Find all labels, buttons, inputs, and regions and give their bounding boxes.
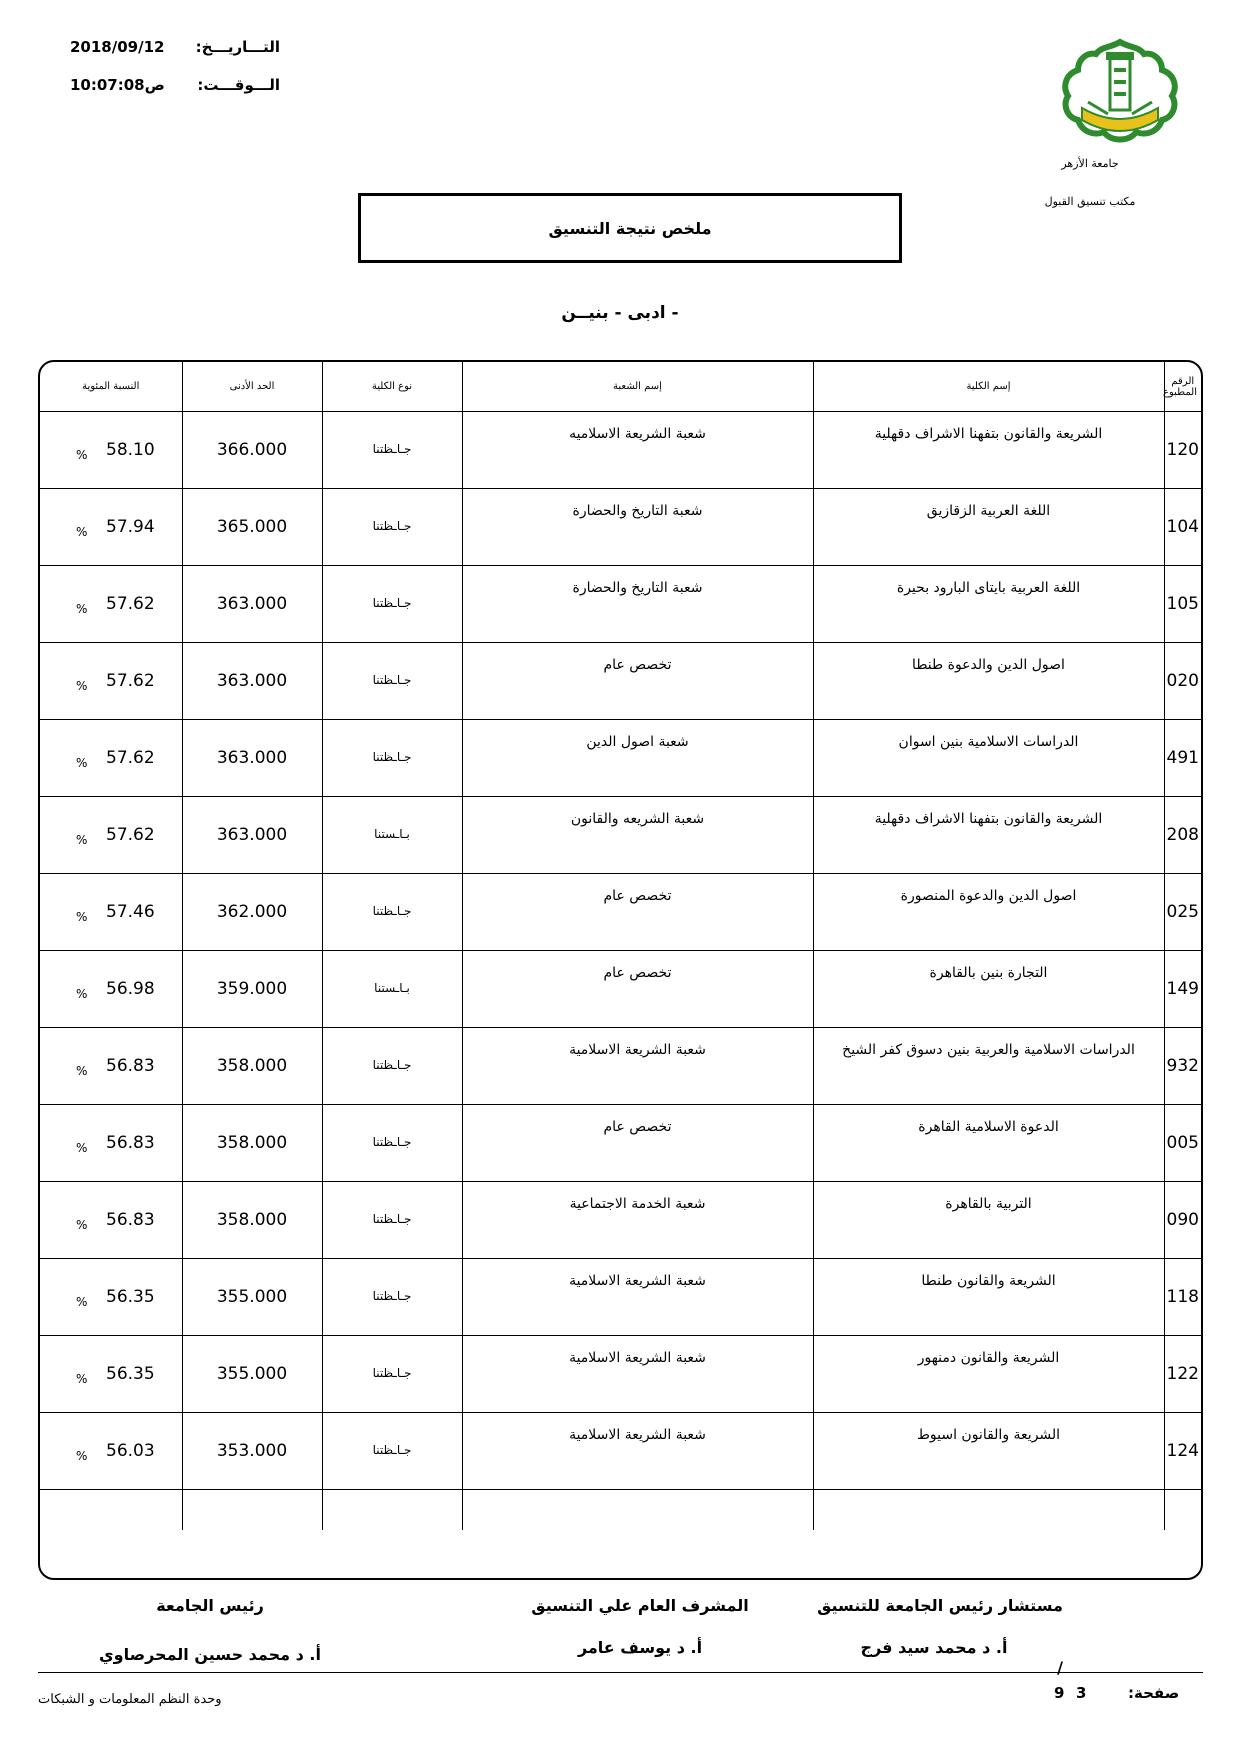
- footer-divider: [38, 1672, 1203, 1673]
- percent-value: 57.62: [106, 748, 155, 768]
- cell-min: [182, 643, 322, 720]
- report-title: [358, 193, 902, 263]
- min-score: 363.000: [216, 748, 288, 768]
- date-label: التـــاريـــخ:: [195, 38, 280, 56]
- cell-min: [182, 566, 322, 643]
- percent-symbol: %: [76, 1064, 88, 1078]
- header-division: إسم الشعبة: [462, 362, 813, 412]
- percent-symbol: %: [76, 448, 88, 462]
- cell-division: [462, 412, 813, 489]
- cell-percent: [40, 1182, 182, 1259]
- footer-unit: وحدة النظم المعلومات و الشبكات: [38, 1692, 222, 1707]
- signature-right-name: أ. د محمد سيد فرج: [860, 1638, 1008, 1657]
- division-name: شعبة الشريعة الاسلامية: [569, 1350, 706, 1366]
- table-row: [40, 412, 1201, 489]
- signature-right-mark: /: [1057, 1658, 1063, 1677]
- min-score: 355.000: [216, 1364, 288, 1384]
- signature-center-name: أ. د يوسف عامر: [577, 1638, 703, 1657]
- min-score: 358.000: [216, 1210, 288, 1230]
- cell-type: [322, 797, 462, 874]
- division-name: شعبة الشريعة الاسلاميه: [569, 426, 706, 442]
- signature-left-name: أ. د محمد حسين المحرصاوي: [99, 1645, 321, 1664]
- college-type: جـاـظتنا: [372, 1366, 412, 1380]
- cell-min: [182, 951, 322, 1028]
- percent-value: 56.98: [106, 979, 155, 999]
- cell-division: [462, 1028, 813, 1105]
- table-row: [40, 1259, 1201, 1336]
- filler-cell: [322, 1490, 462, 1530]
- code-value: 118: [1166, 1287, 1199, 1307]
- percent-value: 56.03: [106, 1441, 155, 1461]
- header-college: إسم الكلية: [813, 362, 1164, 412]
- percent-symbol: %: [76, 525, 88, 539]
- cell-division: [462, 566, 813, 643]
- cell-division: [462, 1336, 813, 1413]
- percent-value: 57.62: [106, 594, 155, 614]
- cell-code: [1164, 874, 1201, 951]
- percent-value: 56.83: [106, 1056, 155, 1076]
- college-type: جـاـظتنا: [372, 1443, 412, 1457]
- cell-division: [462, 1259, 813, 1336]
- cell-percent: [40, 1259, 182, 1336]
- header-code: الرقم المطبوع: [1164, 362, 1201, 412]
- cell-code: [1164, 1413, 1201, 1490]
- college-name: الدراسات الاسلامية بنين اسوان: [898, 734, 1079, 750]
- percent-symbol: %: [76, 679, 88, 693]
- cell-college: [813, 797, 1164, 874]
- cell-type: [322, 1413, 462, 1490]
- cell-type: [322, 412, 462, 489]
- table-filler-row: [40, 1490, 1201, 1530]
- cell-code: [1164, 1105, 1201, 1182]
- college-type: جـاـظتنا: [372, 750, 412, 764]
- cell-division: [462, 643, 813, 720]
- cell-type: [322, 1105, 462, 1182]
- table-row: [40, 874, 1201, 951]
- table-row: [40, 1336, 1201, 1413]
- cell-division: [462, 720, 813, 797]
- cell-code: [1164, 797, 1201, 874]
- table-row: [40, 566, 1201, 643]
- cell-min: [182, 874, 322, 951]
- date-row: [70, 38, 280, 62]
- division-name: شعبة الشريعة الاسلامية: [569, 1273, 706, 1289]
- signature-left-title: رئيس الجامعة: [156, 1596, 264, 1615]
- percent-symbol: %: [76, 1218, 88, 1232]
- cell-college: [813, 720, 1164, 797]
- min-score: 363.000: [216, 671, 288, 691]
- min-score: 353.000: [216, 1441, 288, 1461]
- table-row: [40, 1028, 1201, 1105]
- header-min: الحد الأدنى: [182, 362, 322, 412]
- percent-symbol: %: [76, 1449, 88, 1463]
- college-name: الشريعة والقانون اسيوط: [916, 1427, 1061, 1443]
- college-name: الشريعة والقانون بتفهنا الاشراف دقهلية: [874, 426, 1103, 442]
- college-type: جـاـظتنا: [372, 1212, 412, 1226]
- org-office: مكتب تنسيق القبول: [1044, 195, 1136, 208]
- cell-code: [1164, 951, 1201, 1028]
- min-score: 363.000: [216, 594, 288, 614]
- code-value: 104: [1166, 517, 1199, 537]
- cell-percent: [40, 566, 182, 643]
- header-percent: النسبة المئوية: [40, 362, 182, 412]
- cell-min: [182, 720, 322, 797]
- cell-code: [1164, 1259, 1201, 1336]
- percent-symbol: %: [76, 987, 88, 1001]
- cell-division: [462, 1105, 813, 1182]
- code-value: 932: [1166, 1056, 1199, 1076]
- division-name: شعبة الشريعة الاسلامية: [569, 1042, 706, 1058]
- college-name: الدعوة الاسلامية القاهرة: [918, 1119, 1059, 1135]
- college-name: الشريعة والقانون بتفهنا الاشراف دقهلية: [874, 811, 1103, 827]
- cell-percent: [40, 489, 182, 566]
- division-name: تخصص عام: [603, 965, 672, 981]
- percent-value: 57.46: [106, 902, 155, 922]
- cell-percent: [40, 951, 182, 1028]
- min-score: 363.000: [216, 825, 288, 845]
- cell-code: [1164, 720, 1201, 797]
- table-row: [40, 797, 1201, 874]
- cell-code: [1164, 1182, 1201, 1259]
- table-row: [40, 643, 1201, 720]
- min-score: 358.000: [216, 1133, 288, 1153]
- cell-type: [322, 720, 462, 797]
- cell-college: [813, 1028, 1164, 1105]
- cell-college: [813, 489, 1164, 566]
- cell-college: [813, 1105, 1164, 1182]
- signature-center-title: المشرف العام علي التنسيق: [531, 1596, 749, 1615]
- college-type: جـاـظتنا: [372, 1289, 412, 1303]
- cell-type: [322, 951, 462, 1028]
- college-name: الشريعة والقانون طنطا: [921, 1273, 1056, 1289]
- time-label: الـــوقـــت:: [197, 76, 280, 94]
- college-name: التجارة بنين بالقاهرة: [929, 965, 1048, 981]
- cell-percent: [40, 412, 182, 489]
- cell-type: [322, 643, 462, 720]
- cell-min: [182, 412, 322, 489]
- page-number: 3: [1076, 1684, 1087, 1702]
- table-row: [40, 951, 1201, 1028]
- cell-college: [813, 412, 1164, 489]
- table-header-row: [40, 362, 1201, 412]
- cell-code: [1164, 566, 1201, 643]
- cell-code: [1164, 489, 1201, 566]
- college-name: الشريعة والقانون دمنهور: [917, 1350, 1060, 1366]
- cell-college: [813, 566, 1164, 643]
- cell-min: [182, 489, 322, 566]
- cell-min: [182, 797, 322, 874]
- cell-percent: [40, 1028, 182, 1105]
- college-type: جـاـظتنا: [372, 596, 412, 610]
- cell-min: [182, 1259, 322, 1336]
- cell-percent: [40, 643, 182, 720]
- college-type: جـاـظتنا: [372, 904, 412, 918]
- percent-value: 57.94: [106, 517, 155, 537]
- cell-type: [322, 874, 462, 951]
- cell-min: [182, 1182, 322, 1259]
- page-label: صفحة:: [1128, 1684, 1180, 1702]
- cell-code: [1164, 643, 1201, 720]
- min-score: 365.000: [216, 517, 288, 537]
- percent-symbol: %: [76, 756, 88, 770]
- filler-cell: [462, 1490, 813, 1530]
- cell-type: [322, 1182, 462, 1259]
- cell-college: [813, 1182, 1164, 1259]
- filler-cell: [813, 1490, 1164, 1530]
- cell-college: [813, 951, 1164, 1028]
- cell-min: [182, 1105, 322, 1182]
- percent-value: 58.10: [106, 440, 155, 460]
- cell-min: [182, 1413, 322, 1490]
- min-score: 359.000: [216, 979, 288, 999]
- college-name: التربية بالقاهرة: [945, 1196, 1032, 1212]
- report-title-text: ملخص نتيجة التنسيق: [548, 218, 712, 238]
- percent-value: 56.83: [106, 1133, 155, 1153]
- percent-symbol: %: [76, 910, 88, 924]
- division-name: شعبة اصول الدين: [586, 734, 689, 750]
- code-value: 124: [1166, 1441, 1199, 1461]
- cell-college: [813, 874, 1164, 951]
- table-row: [40, 1413, 1201, 1490]
- cell-type: [322, 1259, 462, 1336]
- college-type: بـاـستنا: [374, 981, 410, 995]
- percent-symbol: %: [76, 1372, 88, 1386]
- cell-percent: [40, 797, 182, 874]
- code-value: 122: [1166, 1364, 1199, 1384]
- college-name: الدراسات الاسلامية والعربية بنين دسوق كفر الشيخ: [842, 1042, 1135, 1058]
- cell-code: [1164, 412, 1201, 489]
- code-value: 149: [1166, 979, 1199, 999]
- percent-value: 57.62: [106, 825, 155, 845]
- code-value: 020: [1166, 671, 1199, 691]
- college-type: جـاـظتنا: [372, 1135, 412, 1149]
- min-score: 366.000: [216, 440, 288, 460]
- time-value: ص10:07:08: [70, 76, 165, 94]
- college-type: جـاـظتنا: [372, 442, 412, 456]
- percent-value: 56.35: [106, 1287, 155, 1307]
- filler-cell: [182, 1490, 322, 1530]
- division-name: شعبة الشريعة الاسلامية: [569, 1427, 706, 1443]
- cell-code: [1164, 1336, 1201, 1413]
- cell-division: [462, 489, 813, 566]
- filler-cell: [1164, 1490, 1201, 1530]
- signature-right-title: مستشار رئيس الجامعة للتنسيق: [817, 1596, 1063, 1615]
- percent-symbol: %: [76, 833, 88, 847]
- division-name: شعبة الخدمة الاجتماعية: [569, 1196, 706, 1212]
- org-name: جامعة الأزهر: [1061, 157, 1119, 170]
- table-row: [40, 1105, 1201, 1182]
- cell-min: [182, 1336, 322, 1413]
- percent-value: 57.62: [106, 671, 155, 691]
- division-name: تخصص عام: [603, 888, 672, 904]
- code-value: 025: [1166, 902, 1199, 922]
- college-type: جـاـظتنا: [372, 673, 412, 687]
- table-row: [40, 720, 1201, 797]
- results-table-frame: [38, 360, 1203, 1580]
- min-score: 362.000: [216, 902, 288, 922]
- table-row: [40, 489, 1201, 566]
- division-name: تخصص عام: [603, 657, 672, 673]
- results-table: [40, 362, 1201, 1530]
- college-type: جـاـظتنا: [372, 519, 412, 533]
- division-name: شعبة التاريخ والحضارة: [572, 503, 703, 519]
- cell-division: [462, 1182, 813, 1259]
- filler-cell: [40, 1490, 182, 1530]
- cell-percent: [40, 1336, 182, 1413]
- report-subtitle: - ادبى - بنيــن: [561, 303, 679, 323]
- cell-type: [322, 1336, 462, 1413]
- percent-symbol: %: [76, 602, 88, 616]
- cell-percent: [40, 1413, 182, 1490]
- time-row: [70, 76, 280, 100]
- code-value: 120: [1166, 440, 1199, 460]
- cell-division: [462, 1413, 813, 1490]
- code-value: 208: [1166, 825, 1199, 845]
- cell-division: [462, 951, 813, 1028]
- table-row: [40, 1182, 1201, 1259]
- percent-value: 56.83: [106, 1210, 155, 1230]
- cell-percent: [40, 874, 182, 951]
- date-value: 2018/09/12: [70, 38, 165, 56]
- header-type: نوع الكلية: [322, 362, 462, 412]
- percent-symbol: %: [76, 1141, 88, 1155]
- percent-symbol: %: [76, 1295, 88, 1309]
- cell-type: [322, 1028, 462, 1105]
- percent-value: 56.35: [106, 1364, 155, 1384]
- college-name: اللغة العربية بايتاى البارود بحيرة: [896, 580, 1081, 596]
- division-name: تخصص عام: [603, 1119, 672, 1135]
- college-name: اصول الدين والدعوة المنصورة: [900, 888, 1077, 904]
- cell-type: [322, 566, 462, 643]
- cell-type: [322, 489, 462, 566]
- table-body: [40, 412, 1201, 1530]
- code-value: 090: [1166, 1210, 1199, 1230]
- min-score: 355.000: [216, 1287, 288, 1307]
- cell-division: [462, 797, 813, 874]
- code-value: 105: [1166, 594, 1199, 614]
- division-name: شعبة التاريخ والحضارة: [572, 580, 703, 596]
- cell-division: [462, 874, 813, 951]
- code-value: 005: [1166, 1133, 1199, 1153]
- cell-college: [813, 643, 1164, 720]
- university-logo: [1058, 38, 1182, 148]
- cell-percent: [40, 1105, 182, 1182]
- college-name: اصول الدين والدعوة طنطا: [912, 657, 1065, 673]
- cell-college: [813, 1336, 1164, 1413]
- page-total: 9: [1054, 1684, 1065, 1702]
- cell-college: [813, 1413, 1164, 1490]
- code-value: 491: [1166, 748, 1199, 768]
- cell-percent: [40, 720, 182, 797]
- college-name: اللغة العربية الزقازيق: [926, 503, 1051, 519]
- cell-min: [182, 1028, 322, 1105]
- college-type: جـاـظتنا: [372, 1058, 412, 1072]
- cell-code: [1164, 1028, 1201, 1105]
- college-type: بـاـستنا: [374, 827, 410, 841]
- division-name: شعبة الشريعه والقانون: [570, 811, 705, 827]
- cell-college: [813, 1259, 1164, 1336]
- min-score: 358.000: [216, 1056, 288, 1076]
